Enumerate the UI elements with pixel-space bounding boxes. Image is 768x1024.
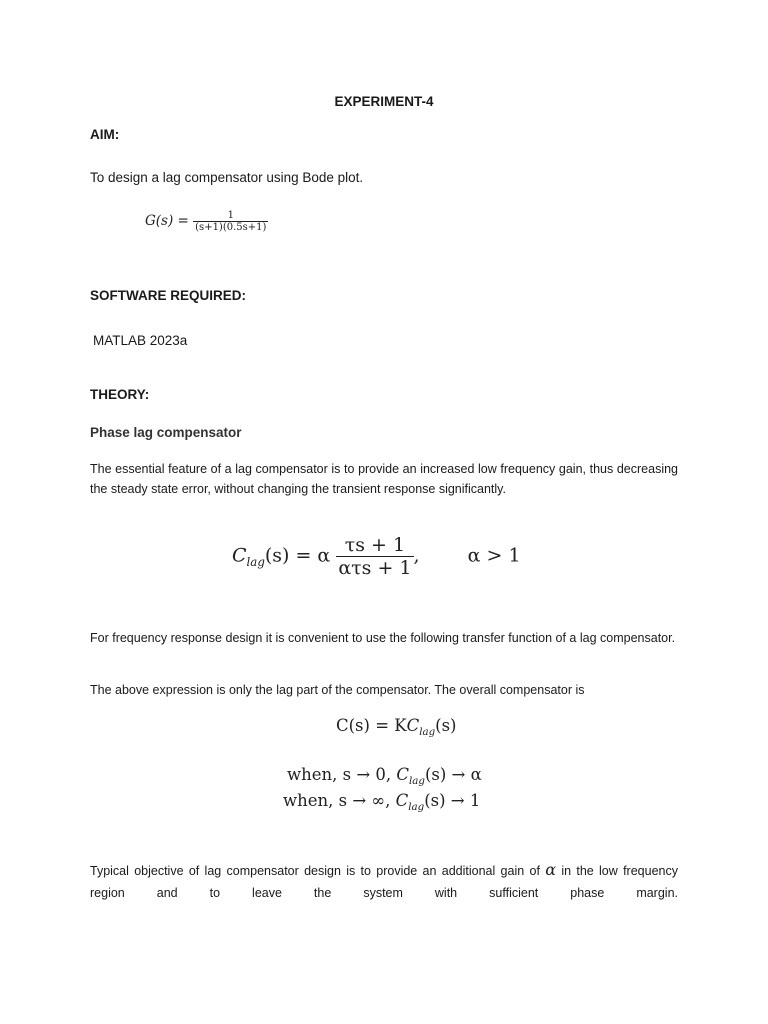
lag-eq-separator: , bbox=[413, 544, 420, 567]
lag-eq-numerator: τs + 1 bbox=[344, 534, 406, 556]
limit-row-zero bbox=[287, 765, 482, 787]
lag-eq-subscript: lag bbox=[246, 555, 265, 570]
theory-subheading: Phase lag compensator bbox=[90, 425, 242, 440]
limit-row-infinity bbox=[283, 791, 480, 813]
para4-text-2: in the low frequency region and to leave the system with sufficient phase margin. bbox=[90, 864, 678, 900]
overall-eq-arg: (s) bbox=[435, 716, 457, 735]
limit-zero-subscript: lag bbox=[409, 776, 425, 788]
limit-inf-subscript: lag bbox=[408, 802, 425, 814]
theory-paragraph-4 bbox=[90, 859, 678, 904]
lag-eq-lhs-arg: (s) = α bbox=[264, 544, 331, 567]
overall-eq-symbol: C bbox=[406, 716, 420, 735]
limit-inf-suffix: (s) → 1 bbox=[424, 791, 481, 810]
overall-eq-lhs: C(s) = K bbox=[336, 716, 407, 735]
limit-zero-prefix: when, s → 0, bbox=[287, 765, 392, 784]
limit-zero-symbol: C bbox=[396, 765, 410, 784]
plant-equation-fraction bbox=[193, 210, 268, 233]
theory-heading: THEORY: bbox=[90, 387, 150, 402]
page-title: EXPERIMENT-4 bbox=[334, 94, 434, 109]
aim-heading: AIM: bbox=[90, 127, 120, 142]
para4-alpha-symbol: α bbox=[545, 860, 557, 879]
theory-paragraph-3: The above expression is only the lag part of the compensator. The overall compensator is bbox=[90, 683, 585, 697]
lag-eq-fraction bbox=[336, 534, 413, 579]
para4-text-1: Typical objective of lag compensator design is to provide an additional gain of bbox=[90, 864, 540, 878]
plant-equation-denominator: (s+1)(0.5s+1) bbox=[195, 222, 267, 233]
lag-eq-symbol: C bbox=[232, 544, 247, 567]
overall-compensator-equation bbox=[336, 716, 456, 738]
plant-equation-lhs: G(s) = bbox=[145, 213, 189, 229]
limit-inf-prefix: when, s → ∞, bbox=[283, 791, 391, 810]
lag-eq-condition: α > 1 bbox=[467, 544, 521, 567]
theory-paragraph-1: The essential feature of a lag compensator is to provide an increased low frequency gain, thus decreasing the steady state error, without changing the transient response significantly. bbox=[90, 462, 678, 496]
software-heading: SOFTWARE REQUIRED: bbox=[90, 288, 247, 303]
limit-zero-suffix: (s) → α bbox=[424, 765, 482, 784]
plant-equation-numerator: 1 bbox=[227, 210, 234, 221]
software-item: MATLAB 2023a bbox=[93, 333, 188, 348]
aim-text: To design a lag compensator using Bode plot. bbox=[90, 170, 364, 185]
limit-inf-symbol: C bbox=[395, 791, 409, 810]
plant-transfer-function bbox=[145, 210, 268, 233]
theory-paragraph-2: For frequency response design it is convenient to use the following transfer function of a lag compensator. bbox=[90, 631, 676, 645]
lag-compensator-equation bbox=[232, 534, 521, 579]
lag-eq-denominator: ατs + 1 bbox=[338, 557, 412, 579]
overall-eq-subscript: lag bbox=[419, 727, 436, 739]
